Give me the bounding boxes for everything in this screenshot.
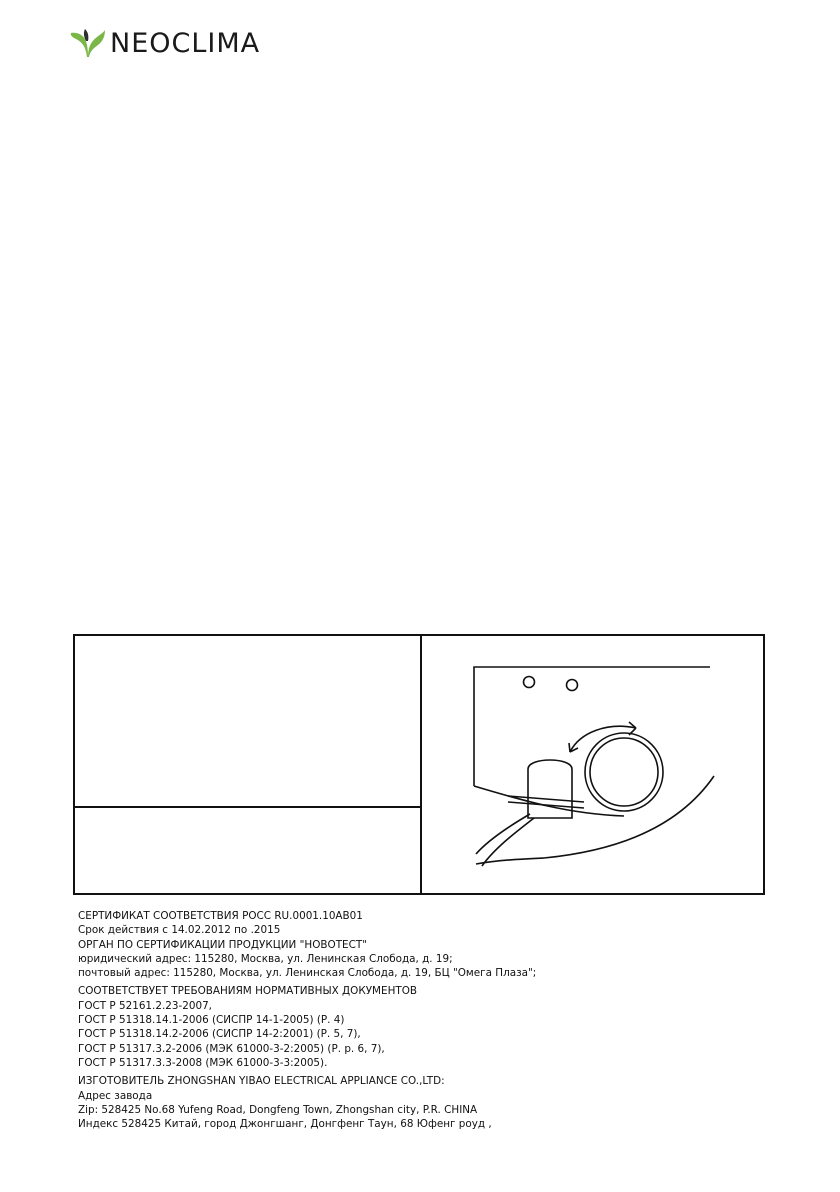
cert-line: Адрес завода: [78, 1089, 153, 1102]
cert-line: ГОСТ Р 51317.3.3-2008 (МЭК 61000-3-3:2005).: [78, 1056, 328, 1069]
cert-line: юридический адрес: 115280, Москва, ул. Ленинская Слобода, д. 19;: [78, 952, 453, 965]
certificate-block-standards: [78, 984, 798, 1070]
knob-illustration: [424, 636, 763, 893]
cert-line: ГОСТ Р 52161.2.23-2007,: [78, 999, 212, 1012]
cert-line: СООТВЕТСТВУЕТ ТРЕБОВАНИЯМ НОРМАТИВНЫХ ДОКУМЕНТОВ: [78, 985, 418, 998]
cert-line: Индекс 528425 Китай, город Джонгшанг, Донгфенг Таун, 68 Юфенг роуд ,: [78, 1118, 492, 1131]
cert-line: ГОСТ Р 51318.14.1-2006 (СИСПР 14-1-2005) (Р. 4): [78, 1014, 345, 1027]
brand-name: NEOCLIMA: [110, 27, 261, 59]
certificate-text: [78, 909, 798, 1131]
leaf-icon: [70, 27, 106, 59]
cert-line: ГОСТ Р 51317.3.2-2006 (МЭК 61000-3-2:2005) (Р. р. 6, 7),: [78, 1042, 385, 1055]
certificate-block-manufacturer: [78, 1074, 798, 1131]
cert-line: СЕРТИФИКАТ СООТВЕТСТВИЯ РОСС RU.0001.10AB01: [78, 910, 363, 922]
cert-line: ИЗГОТОВИТЕЛЬ ZHONGSHAN YIBAO ELECTRICAL APPLIANCE CO.,LTD:: [78, 1075, 445, 1088]
cert-line: Zip: 528425 No.68 Yufeng Road, Dongfeng Town, Zhongshan city, P.R. CHINA: [78, 1103, 478, 1116]
diagram-panel: [73, 634, 765, 895]
cert-line: ГОСТ Р 51318.14.2-2006 (СИСПР 14-2:2001) (Р. 5, 7),: [78, 1028, 361, 1041]
panel-horizontal-divider: [75, 806, 422, 808]
cert-line: почтовый адрес: 115280, Москва, ул. Ленинская Слобода, д. 19, БЦ "Омега Плаза";: [78, 967, 537, 980]
panel-vertical-divider: [420, 636, 422, 893]
brand-logo: [70, 26, 260, 60]
certificate-block-authority: [78, 909, 798, 980]
cert-line: Срок действия с 14.02.2012 по .2015: [78, 924, 281, 937]
cert-line: ОРГАН ПО СЕРТИФИКАЦИИ ПРОДУКЦИИ "НОВОТЕСТ": [78, 938, 367, 951]
